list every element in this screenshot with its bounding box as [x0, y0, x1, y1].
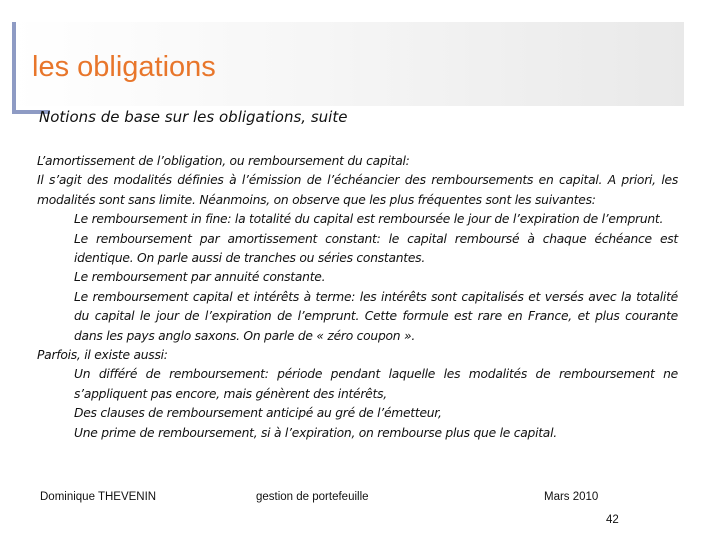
- method-zero-coupon: Le remboursement capital et intérêts à terme: les intérêts sont capitalisés et versés avec la totalité du capital le jour de l’expiration de l’emprunt. Cette formule est rare en France, et plus courante dans les pays anglo saxons. On parle de « zéro coupon ».: [74, 289, 678, 343]
- title-accent-vertical-bar: [12, 22, 16, 114]
- method-in-fine: Le remboursement in fine: la totalité du capital est remboursée le jour de l’expiration de l’emprunt.: [74, 212, 664, 227]
- also-heading: Parfois, il existe aussi:: [37, 348, 168, 363]
- also-early-redemption: Des clauses de remboursement anticipé au gré de l’émetteur,: [74, 406, 442, 421]
- also-deferred-repayment: Un différé de remboursement: période pendant laquelle les modalités de remboursement ne s’appliquent pas encore, mais génèrent des intérêts,: [74, 367, 678, 401]
- slide-subtitle: Notions de base sur les obligations, suite: [39, 108, 348, 126]
- footer-course: gestion de portefeuille: [256, 491, 369, 503]
- method-constant-annuity: Le remboursement par annuité constante.: [74, 270, 326, 285]
- also-redemption-premium: Une prime de remboursement, si à l’expiration, on rembourse plus que le capital.: [74, 425, 557, 440]
- page-number: 42: [606, 514, 619, 526]
- amortization-heading: L’amortissement de l’obligation, ou remboursement du capital:: [37, 154, 410, 168]
- amortization-intro: Il s’agit des modalités définies à l’émission de l’échéancier des remboursements en capital. A priori, les modalités sont sans limite. Néanmoins, on observe que les plus fréquentes sont les suivantes:: [37, 173, 678, 207]
- slide-body: [37, 152, 678, 443]
- slide-title: les obligations: [32, 51, 216, 83]
- footer-author: Dominique THEVENIN: [40, 491, 157, 503]
- footer-date: Mars 2010: [544, 491, 599, 503]
- method-constant-amortization: Le remboursement par amortissement constant: le capital remboursé à chaque échéance est identique. On parle aussi de tranches ou séries constantes.: [74, 231, 678, 266]
